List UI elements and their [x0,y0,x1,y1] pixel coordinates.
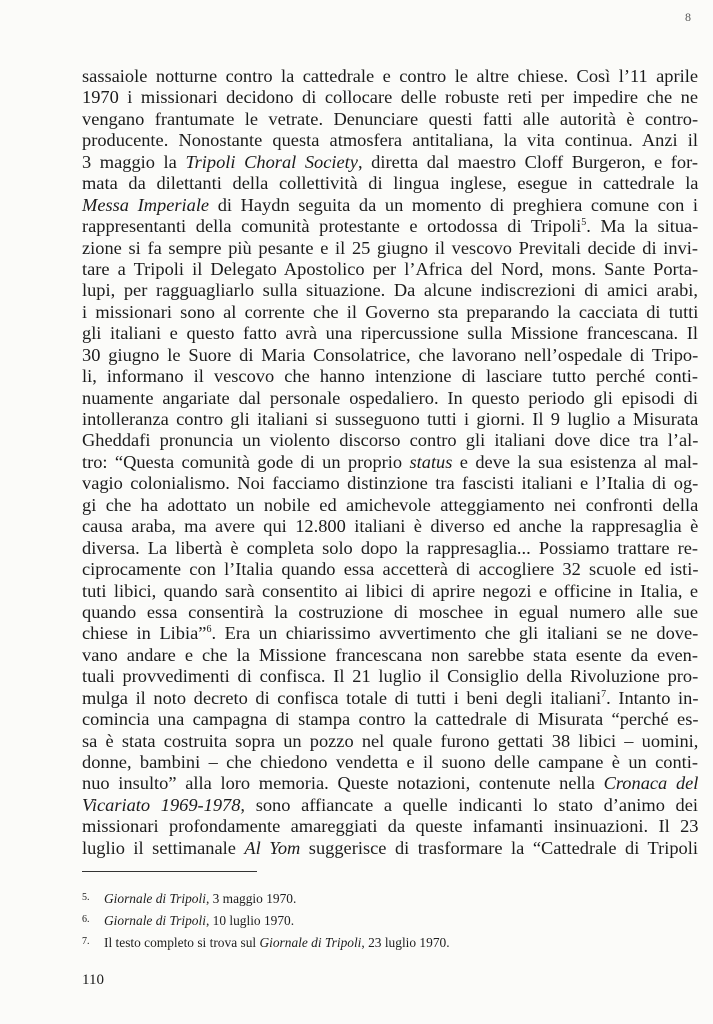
text-line [82,280,698,301]
text-line [82,388,698,409]
footnote-item [82,931,682,953]
text-line [82,195,698,216]
text-segment: intolleranza contro gli italiani si susseguono tutti i giorni. Il 9 luglio a Misurata [82,409,699,429]
italic-text: Giornale di Tripoli [104,891,206,906]
text-line [82,602,698,623]
text-segment: . Intanto in- [606,687,699,708]
text-segment: , diretta dal maestro Cloff Burgeron, e for- [357,151,698,172]
text-segment: rappresentanti della comunità protestante e ortodossa di Tripoli [82,216,582,237]
text-line [82,731,698,752]
text-segment: mulga il noto decreto di confisca totale di tutti i beni degli italiani [82,687,602,708]
text-segment: . Ma la situa- [586,216,699,237]
italic-text: Cronaca del [603,773,699,794]
text-segment: sono affiancate a quelle indicanti lo stato d’animo dei [245,794,699,815]
text-line [82,495,698,516]
text-segment: luglio il settimanale [82,837,245,858]
text-line [82,688,698,709]
text-segment: gi che ha adottato un nobile ed amichevole atteggiamento nei confronti della [82,494,699,515]
text-line [82,409,698,430]
text-line [82,645,698,666]
text-segment: tuti libici, quando sarà consentito ai libici di aprire negozi e officine in Italia, e [82,580,698,601]
text-line [82,430,698,451]
text-segment: sa è stata costruita sopra un pozzo nel quale furono gettati 38 libici – uomini, [82,730,699,751]
footnote-ref: 6 [206,624,212,636]
text-segment: 3 maggio la [82,151,186,172]
main-text-block [82,66,698,859]
footnote-number: 5. [82,892,90,903]
text-segment: li, informano il vescovo che hanno intenzione di lasciare tutto perché conti- [82,366,698,387]
text-line [82,366,698,387]
text-line [82,87,698,108]
text-line [82,302,698,323]
text-line [82,816,698,837]
text-line [82,795,698,816]
text-line [82,752,698,773]
footnote-item [82,909,682,931]
text-segment: e deve la sua esistenza al mal- [452,451,699,472]
italic-text: Messa Imperiale [82,194,210,215]
text-segment: producente. Nonostante questa atmosfera antitaliana, la vita continua. Anzi il [82,130,698,151]
text-line [82,259,698,280]
text-segment: sassaiole notturne contro la cattedrale e contro le altre chiese. Così l’11 aprile [82,66,698,86]
italic-text: status [409,451,453,472]
text-segment: . Era un chiarissimo avvertimento che gli italiani se ne dove- [211,623,699,644]
footnotes [82,887,682,953]
text-line [82,216,698,237]
text-line [82,538,698,559]
text-line [82,473,698,494]
footnote-text: , 3 maggio 1970. [205,891,297,906]
text-line [82,109,698,130]
footnote-ref: 5 [581,217,587,229]
footnote-text: , 10 luglio 1970. [205,913,295,928]
text-line [82,130,698,151]
text-line [82,345,698,366]
footnote-number: 7. [82,936,90,947]
footnote-ref: 7 [601,688,607,700]
text-line [82,173,698,194]
text-line [82,238,698,259]
text-segment: lupi, per ragguagliarlo sulla situazione. Da alcune indiscrezioni di amici arabi, [82,280,698,301]
text-line [82,452,698,473]
text-line [82,66,698,87]
text-segment: tare a Tripoli il Delegato Apostolico per l’Africa del Nord, mons. Sante Porta- [82,258,699,279]
text-line [82,152,698,173]
text-line [82,516,698,537]
italic-text: Tripoli Choral Society [185,151,358,172]
text-line [82,666,698,687]
footnote-text: , 23 luglio 1970. [361,935,450,950]
text-line [82,323,698,344]
text-segment: tuali provvedimenti di confisca. Il 21 luglio il Consiglio della Rivoluzione pro- [82,666,699,687]
text-line [82,559,698,580]
text-segment: nuamente angariate dal personale ospedaliero. In questo periodo gli episodi di [82,387,698,408]
text-line [82,581,698,602]
text-segment: ciprocamente con l’Italia quando essa accetterà di accogliere 32 scuole ed isti- [82,559,699,580]
text-segment: causa araba, ma avere qui 12.800 italiani è diverso ed anche la rappresaglia è [82,516,699,537]
text-line [82,709,698,730]
text-segment: vengano frantumate le vetrate. Denunciare questi fatti alle autorità è contro- [82,108,699,129]
text-segment: tro: “Questa comunità gode di un proprio [82,451,410,472]
text-segment: mata da dilettanti della collettività di lingua inglese, esegue in cattedrale la [82,173,699,194]
text-segment: zione si fa sempre più pesante e il 25 giugno il vescovo Previtali decide di invi- [82,237,698,258]
text-segment: gli italiani e questo fatto avrà una ripercussione sulla Missione francescana. Il [82,323,698,344]
text-segment: di Haydn seguita da un momento di preghiera comune con i [209,194,698,215]
italic-text: Vicariato 1969-1978, [82,794,246,815]
text-segment: Gheddafi pronuncia un violento discorso contro gli italiani dove dice tra l’al- [82,430,699,451]
text-segment: 1970 i missionari decidono di collocare delle robuste reti per impedire che ne [82,87,698,108]
text-line [82,773,698,794]
text-segment: donne, bambini – che chiedono vendetta e il suono delle campane è un conti- [82,752,698,772]
text-line [82,623,698,644]
footnote-item [82,887,682,909]
footnote-text: Il testo completo si trova sul [104,935,260,950]
text-segment: i missionari sono al corrente che il Governo sta preparando la cacciata di tutti [82,301,699,322]
text-segment: vagio colonialismo. Noi facciamo distinzione tra fascisti italiani e l’Italia di og- [82,473,699,494]
italic-text: Giornale di Tripoli [104,913,206,928]
text-segment: chiese in Libia” [82,623,207,644]
text-segment: nuo insulto” alla loro memoria. Queste notazioni, contenute nella [82,773,604,794]
page-number: 110 [82,972,104,988]
corner-mark: 8 [685,10,691,24]
text-segment: comincia una campagna di stampa contro la cattedrale di Misurata “perché es- [82,709,699,730]
text-segment: 30 giugno le Suore di Maria Consolatrice, che lavorano nell’ospedale di Tripo- [82,344,699,365]
footnote-number: 6. [82,914,90,925]
text-segment: missionari profondamente amareggiati da queste infamanti insinuazioni. Il 23 [82,816,699,837]
italic-text: Giornale di Tripoli [259,935,362,950]
italic-text: Al Yom [244,837,301,858]
text-segment: quando essa consentirà la costruzione di moschee in egual numero alle sue [82,601,698,622]
footnote-separator [82,871,257,872]
text-segment: suggerisce di trasformare la “Cattedrale di Tripoli [300,837,698,858]
text-segment: vano andare e che la Missione francescana non sarebbe stata esente da even- [82,644,698,665]
text-line [82,838,698,859]
text-segment: diversa. La libertà è completa solo dopo la rappresaglia... Possiamo trattare re- [82,537,698,558]
